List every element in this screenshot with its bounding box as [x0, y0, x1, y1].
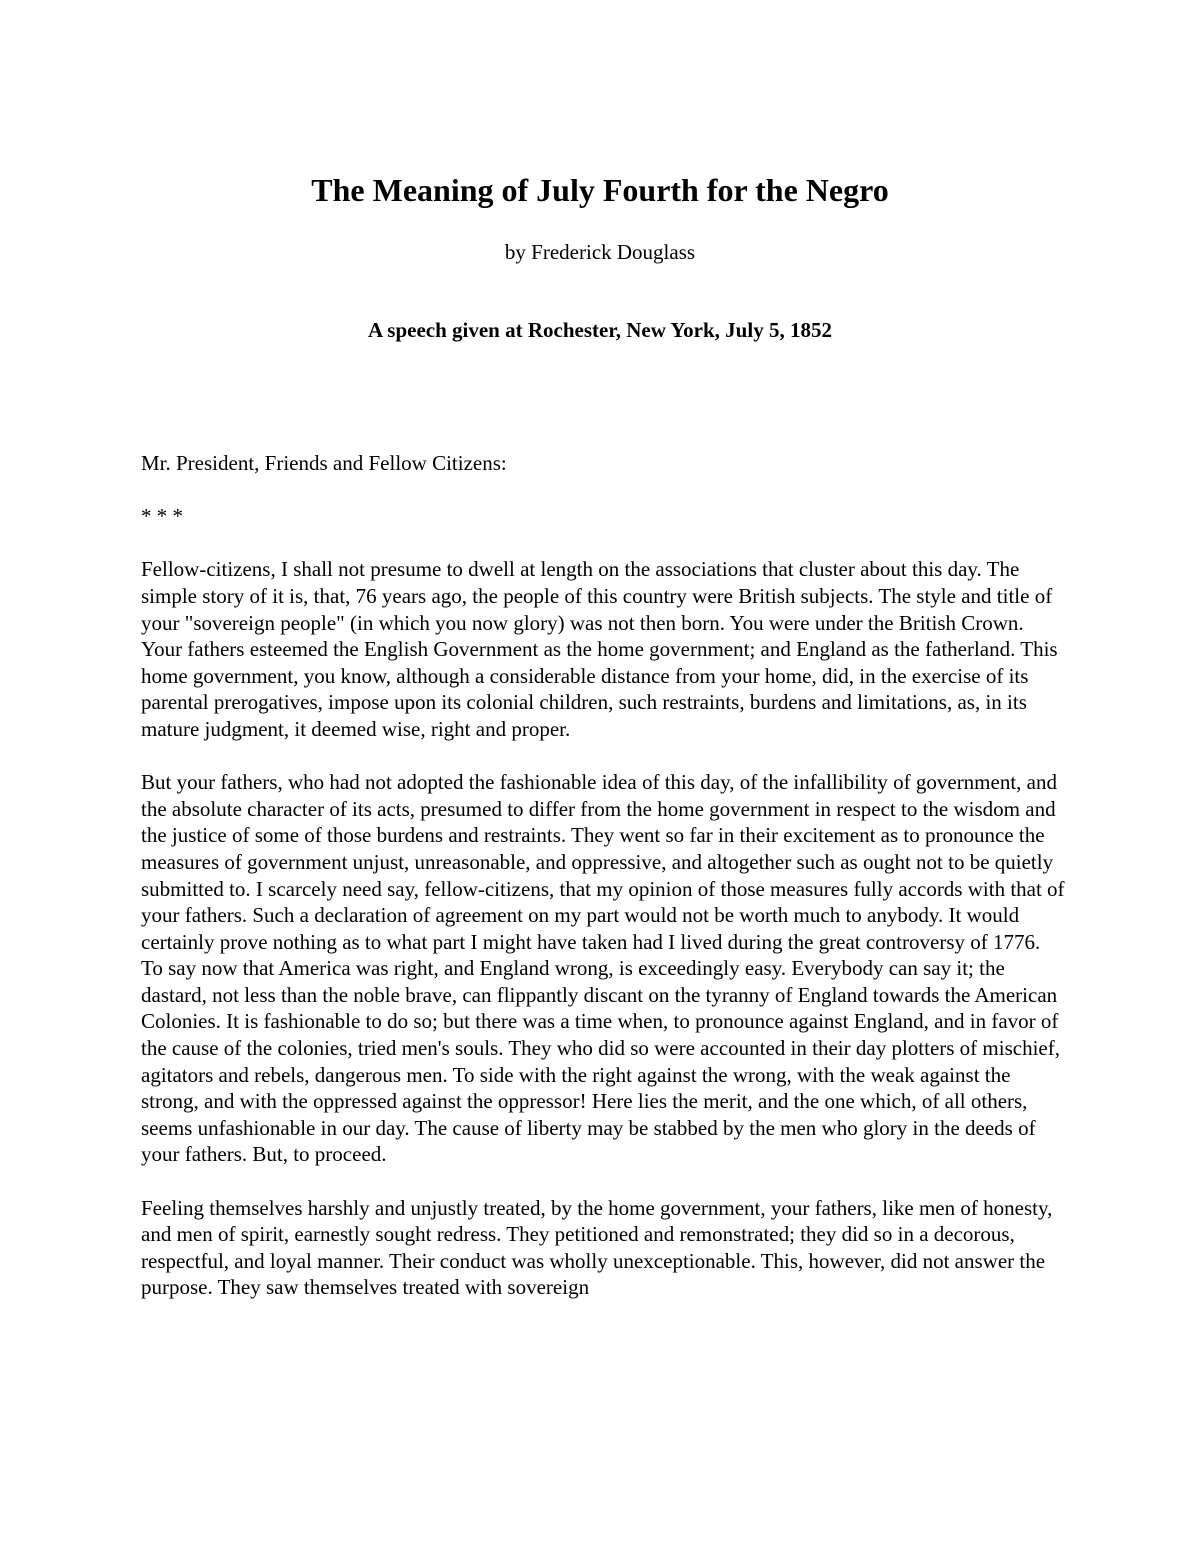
salutation: Mr. President, Friends and Fellow Citizens:	[141, 451, 507, 475]
document-author: by Frederick Douglass	[504, 240, 696, 264]
document-title: The Meaning of July Fourth for the Negro	[311, 172, 889, 208]
document-subtitle: A speech given at Rochester, New York, July 5, 1852	[368, 318, 832, 342]
paragraph: Feeling themselves harshly and unjustly treated, by the home government, your fathers, like men of honesty, and men of spirit, earnestly sought redress. They petitioned and remonstrated; they did so in a decorous, respectful, and loyal manner. Their conduct was wholly unexceptionable. This, however, did not answer the purpose. They saw themselves treated with sovereign	[141, 1195, 1053, 1300]
paragraph: But your fathers, who had not adopted the fashionable idea of this day, of the infallibility of government, and the absolute character of its acts, presumed to differ from the home government in respect to the wisdom and the justice of some of those burdens and restraints. They went so far in their excitement as to pronounce the measures of government unjust, unreasonable, and oppressive, and altogether such as ought not to be quietly submitted to. I scarcely need say, fellow-citizens, that my opinion of those measures fully accords with that of your fathers. Such a declaration of agreement on my part would not be worth much to anybody. It would certainly prove nothing as to what part I might have taken had I lived during the great controversy of 1776. To say now that America was right, and England wrong, is exceedingly easy. Everybody can say it; the dastard, not less than the noble brave, can flippantly discant on the tyranny of England towards the American Colonies. It is fashionable to do so; but there was a time when, to pronounce against England, and in favor of the cause of the colonies, tried men's souls. They who did so were accounted in their day plotters of mischief, agitators and rebels, dangerous men. To side with the right against the wrong, with the weak against the strong, and with the oppressed against the oppressor! Here lies the merit, and the one which, of all others, seems unfashionable in our day. The cause of liberty may be stabbed by the men who glory in the deeds of your fathers. But, to proceed.	[141, 770, 1065, 1167]
document-body	[141, 450, 1066, 1328]
paragraph: Fellow-citizens, I shall not presume to dwell at length on the associations that cluster about this day. The simple story of it is, that, 76 years ago, the people of this country were British subjects. The style and title of your "sovereign people" (in which you now glory) was not then born. You were under the British Crown. Your fathers esteemed the English Government as the home government; and England as the fatherland. This home government, you know, although a considerable distance from your home, did, in the exercise of its parental prerogatives, impose upon its colonial children, such restraints, burdens and limitations, as, in its mature judgment, it deemed wise, right and proper.	[141, 557, 1058, 741]
section-separator: * * *	[141, 504, 183, 529]
